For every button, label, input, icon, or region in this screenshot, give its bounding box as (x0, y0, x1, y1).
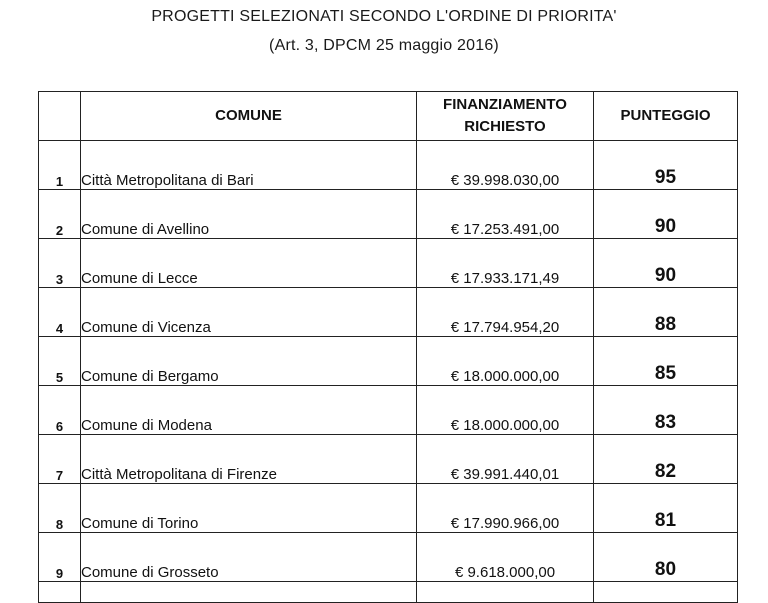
table-row (39, 288, 738, 337)
row-punteggio: 85 (594, 337, 738, 386)
table-row (39, 484, 738, 533)
row-punteggio: 80 (594, 533, 738, 582)
row-importo: € 39.998.030,00 (417, 141, 594, 190)
document-subtitle: (Art. 3, DPCM 25 maggio 2016) (269, 37, 499, 54)
row-punteggio: 81 (594, 484, 738, 533)
row-importo: € 17.253.491,00 (417, 190, 594, 239)
table-row (39, 386, 738, 435)
row-punteggio: 83 (594, 386, 738, 435)
row-comune: Comune di Lecce (81, 239, 417, 288)
table-row (39, 141, 738, 190)
row-importo: € 17.794.954,20 (417, 288, 594, 337)
row-importo: € 18.000.000,00 (417, 337, 594, 386)
row-comune: Città Metropolitana di Firenze (81, 435, 417, 484)
row-comune: Città Metropolitana di Bari (81, 141, 417, 190)
empty-cell (39, 582, 81, 603)
row-number: 8 (39, 484, 81, 533)
row-number: 3 (39, 239, 81, 288)
row-importo: € 39.991.440,01 (417, 435, 594, 484)
table-header-row (39, 92, 738, 141)
table-row (39, 533, 738, 582)
row-importo: € 17.933.171,49 (417, 239, 594, 288)
table-row (39, 190, 738, 239)
row-comune: Comune di Vicenza (81, 288, 417, 337)
row-comune: Comune di Grosseto (81, 533, 417, 582)
row-comune: Comune di Avellino (81, 190, 417, 239)
table-row-partial (39, 582, 738, 603)
header-finanziamento-line1: FINANZIAMENTO (443, 96, 567, 113)
row-number: 2 (39, 190, 81, 239)
row-comune: Comune di Modena (81, 386, 417, 435)
header-punteggio: PUNTEGGIO (594, 92, 738, 141)
row-punteggio: 95 (594, 141, 738, 190)
header-index (39, 92, 81, 141)
row-importo: € 9.618.000,00 (417, 533, 594, 582)
row-number: 6 (39, 386, 81, 435)
empty-cell (417, 582, 594, 603)
row-number: 7 (39, 435, 81, 484)
row-number: 1 (39, 141, 81, 190)
table-row (39, 435, 738, 484)
empty-cell (81, 582, 417, 603)
header-comune: COMUNE (81, 92, 417, 141)
row-number: 5 (39, 337, 81, 386)
table-row (39, 337, 738, 386)
row-punteggio: 88 (594, 288, 738, 337)
row-comune: Comune di Torino (81, 484, 417, 533)
table-row (39, 239, 738, 288)
row-number: 4 (39, 288, 81, 337)
row-importo: € 17.990.966,00 (417, 484, 594, 533)
header-finanziamento-line2: RICHIESTO (464, 118, 546, 135)
row-punteggio: 90 (594, 239, 738, 288)
document-title: PROGETTI SELEZIONATI SECONDO L'ORDINE DI PRIORITA' (151, 8, 617, 25)
projects-table (38, 91, 738, 603)
row-importo: € 18.000.000,00 (417, 386, 594, 435)
row-punteggio: 82 (594, 435, 738, 484)
row-comune: Comune di Bergamo (81, 337, 417, 386)
row-punteggio: 90 (594, 190, 738, 239)
empty-cell (594, 582, 738, 603)
row-number: 9 (39, 533, 81, 582)
header-finanziamento (417, 92, 594, 141)
